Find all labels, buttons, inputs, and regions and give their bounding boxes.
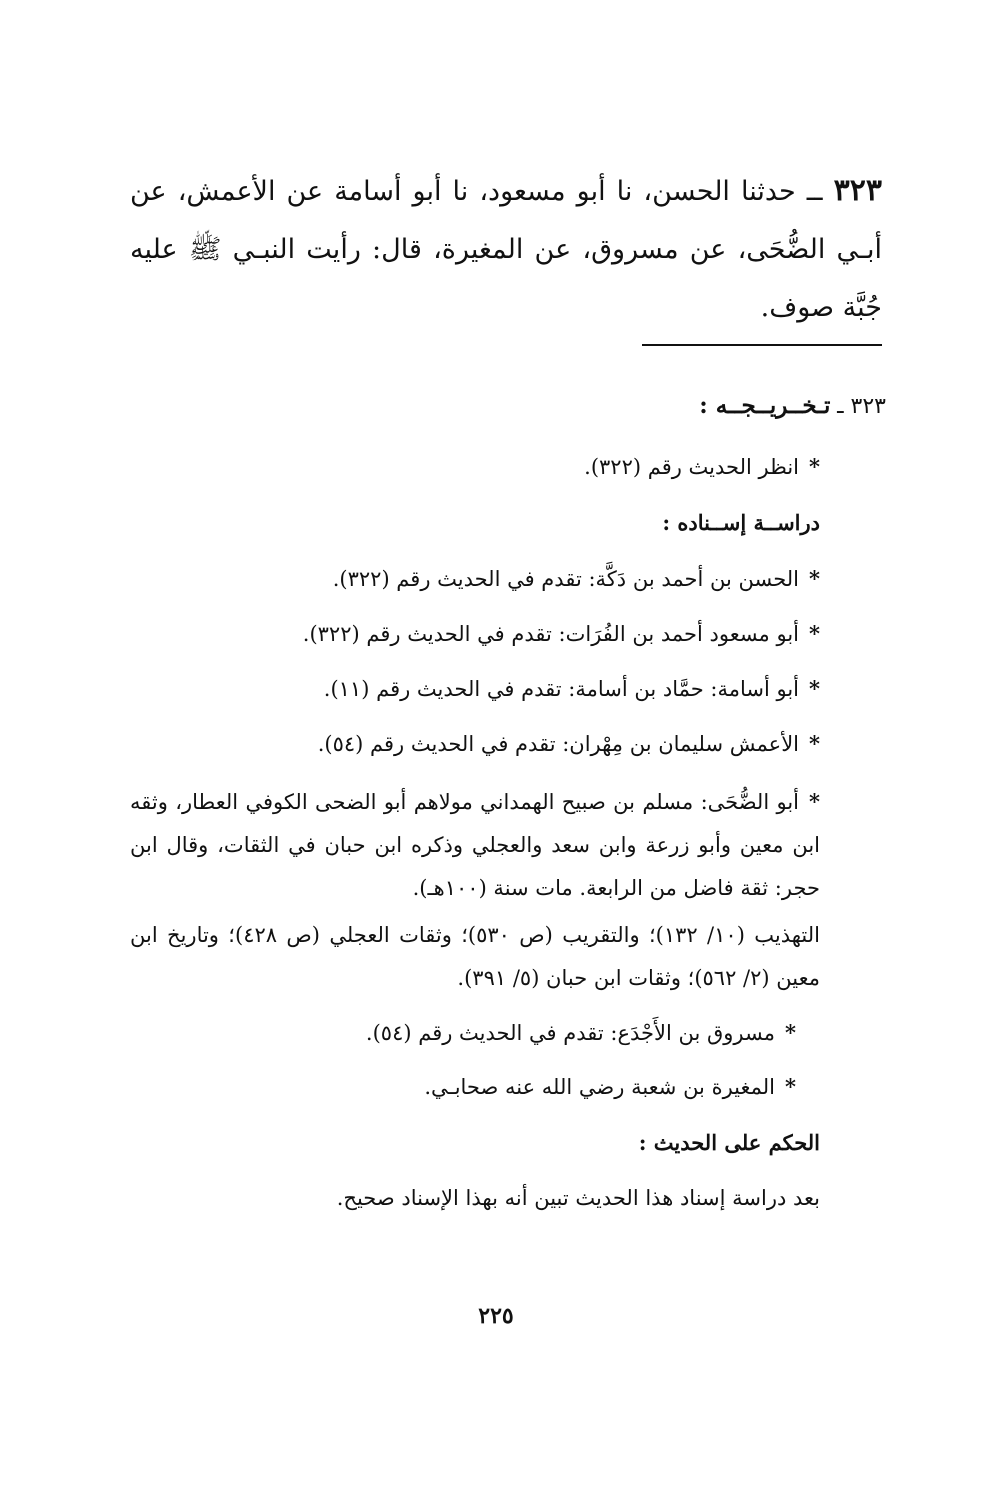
sources-paragraph: التهذيب (١٠/ ١٣٢)؛ والتقريب (ص ٥٣٠)؛ وثقات العجلي (ص ٤٢٨)؛ وتاريخ ابن معين (٢/ ٥٦٢)؛ وثقات ابن حبان (٥/ ٣٩١). xyxy=(130,923,820,990)
narrator-line: *الأعمش سليمان بن مِهْران: تقدم في الحديث رقم (٥٤). xyxy=(317,731,820,756)
narrator-line: *مسروق بن الأَجْدَع: تقدم في الحديث رقم (٥٤). xyxy=(365,1020,796,1045)
footnote-number: ٣٢٣ ـ xyxy=(837,394,886,419)
ruling-heading: الحكم على الحديث : xyxy=(638,1130,820,1155)
narrator-line: *أبو أسامة: حمَّاد بن أسامة: تقدم في الحديث رقم (١١). xyxy=(323,676,820,701)
ruling-text: بعد دراسة إسناد هذا الحديث تبين أنه بهذا الإسناد صحيح. xyxy=(336,1186,820,1210)
bullet-star: * xyxy=(809,789,820,814)
hadith-text-block xyxy=(130,162,882,337)
takhrij-heading xyxy=(699,392,886,419)
takhrij-line: *انظر الحديث رقم (٣٢٢). xyxy=(584,454,820,479)
bullet-star: * xyxy=(809,731,820,756)
narrator-line: *المغيرة بن شعبة رضي الله عنه صحابـي. xyxy=(424,1074,796,1099)
isnad-heading: دراســة إســناده : xyxy=(662,510,820,535)
abu-duha-paragraph: *أبو الضُّحَى: مسلم بن صبيح الهمداني مولاهم أبو الضحى الكوفي العطار، وثقه ابن معين وأبو زرعة وابن سعد والعجلي وذكره ابن حبان في الثقات، وقال ابن حجر: ثقة فاضل من الرابعة. مات سنة (١٠٠هـ). xyxy=(130,789,820,900)
hadith-number: ٣٢٣ xyxy=(833,173,882,208)
takhrij-title: تـخــريــجــه : xyxy=(699,392,831,419)
bullet-star: * xyxy=(809,566,820,591)
footnote-divider xyxy=(642,344,882,346)
narrator-line: *الحسن بن أحمد بن دَكَّة: تقدم في الحديث رقم (٣٢٢). xyxy=(332,566,820,591)
bullet-star: * xyxy=(809,676,820,701)
narrator-line: *أبو مسعود أحمد بن الفُرَات: تقدم في الحديث رقم (٣٢٢). xyxy=(302,621,820,646)
bullet-star: * xyxy=(785,1074,796,1099)
bullet-star: * xyxy=(809,621,820,646)
hadith-text: ــ حدثنا الحسن، نا أبو مسعود، نا أبو أسامة عن الأعمش، عن أبـي الضُّحَى، عن مسروق، عن المغيرة، قال: رأيت النبـي ﷺ عليه جُبَّة صوف. xyxy=(130,176,882,323)
page-number: ٢٢٥ xyxy=(478,1303,514,1329)
bullet-star: * xyxy=(785,1020,796,1045)
bullet-star: * xyxy=(809,454,820,479)
